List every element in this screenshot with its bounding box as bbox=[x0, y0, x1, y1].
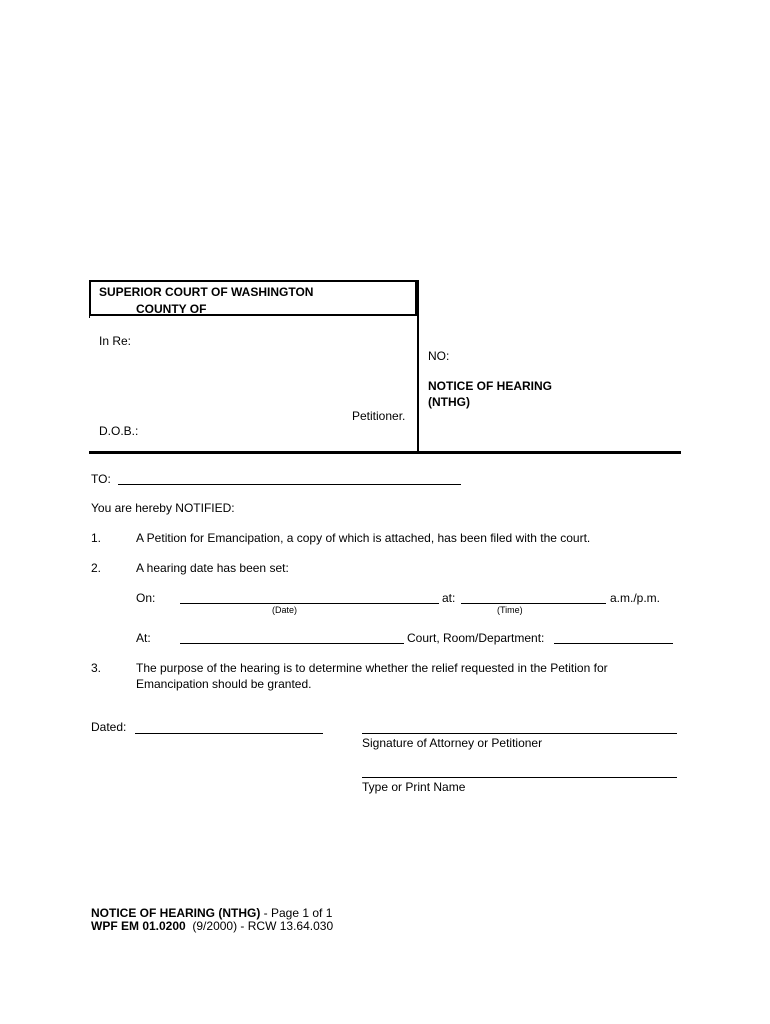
dated-field[interactable] bbox=[135, 733, 323, 734]
print-name-label: Type or Print Name bbox=[362, 780, 466, 794]
to-label: TO: bbox=[91, 472, 111, 486]
item-3-text-line2: Emancipation should be granted. bbox=[136, 677, 312, 691]
county-field[interactable] bbox=[214, 315, 374, 316]
footer-page-info: - Page 1 of 1 bbox=[260, 906, 333, 920]
footer-form-number: WPF EM 01.0200 bbox=[91, 919, 186, 933]
signature-label: Signature of Attorney or Petitioner bbox=[362, 736, 543, 750]
footer-title bbox=[91, 906, 332, 920]
ampm-label: a.m./p.m. bbox=[610, 591, 661, 605]
item-2-number: 2. bbox=[91, 561, 102, 575]
document-code: (NTHG) bbox=[428, 395, 470, 409]
caption-vertical-divider bbox=[417, 280, 419, 452]
court-room-label: Court, Room/Department: bbox=[407, 631, 545, 645]
court-title: SUPERIOR COURT OF WASHINGTON bbox=[99, 285, 314, 299]
caption-left-tick bbox=[89, 316, 90, 318]
item-3-number: 3. bbox=[91, 661, 102, 675]
signature-field[interactable] bbox=[362, 733, 677, 734]
caption-bottom-rule bbox=[89, 451, 681, 454]
time-hint: (Time) bbox=[497, 605, 523, 615]
dated-label: Dated: bbox=[91, 720, 127, 734]
at-label: At: bbox=[136, 631, 151, 645]
date-hint: (Date) bbox=[272, 605, 298, 615]
at-time-label: at: bbox=[442, 591, 456, 605]
room-department-field[interactable] bbox=[554, 643, 673, 644]
footer-form-rev: (9/2000) - RCW 13.64.030 bbox=[185, 919, 334, 933]
case-number-label: NO: bbox=[428, 349, 450, 363]
court-location-field[interactable] bbox=[180, 643, 404, 644]
in-re-label: In Re: bbox=[99, 334, 132, 348]
item-1-text: A Petition for Emancipation, a copy of which is attached, has been filed with the court. bbox=[136, 531, 591, 545]
footer-form-code bbox=[91, 919, 333, 933]
hearing-time-field[interactable] bbox=[461, 603, 606, 604]
to-field[interactable] bbox=[118, 484, 461, 485]
item-1-number: 1. bbox=[91, 531, 102, 545]
on-label: On: bbox=[136, 591, 156, 605]
county-label: COUNTY OF bbox=[136, 302, 207, 316]
notified-text: You are hereby NOTIFIED: bbox=[91, 501, 235, 515]
print-name-field[interactable] bbox=[362, 777, 677, 778]
petitioner-label: Petitioner. bbox=[352, 409, 406, 423]
item-2-text: A hearing date has been set: bbox=[136, 561, 289, 575]
hearing-date-field[interactable] bbox=[180, 603, 439, 604]
dob-label: D.O.B.: bbox=[99, 424, 139, 438]
footer-form-title: NOTICE OF HEARING (NTHG) bbox=[91, 906, 261, 920]
document-title: NOTICE OF HEARING bbox=[428, 379, 553, 393]
item-3-text-line1: The purpose of the hearing is to determine whether the relief requested in the Petition for bbox=[136, 661, 608, 675]
